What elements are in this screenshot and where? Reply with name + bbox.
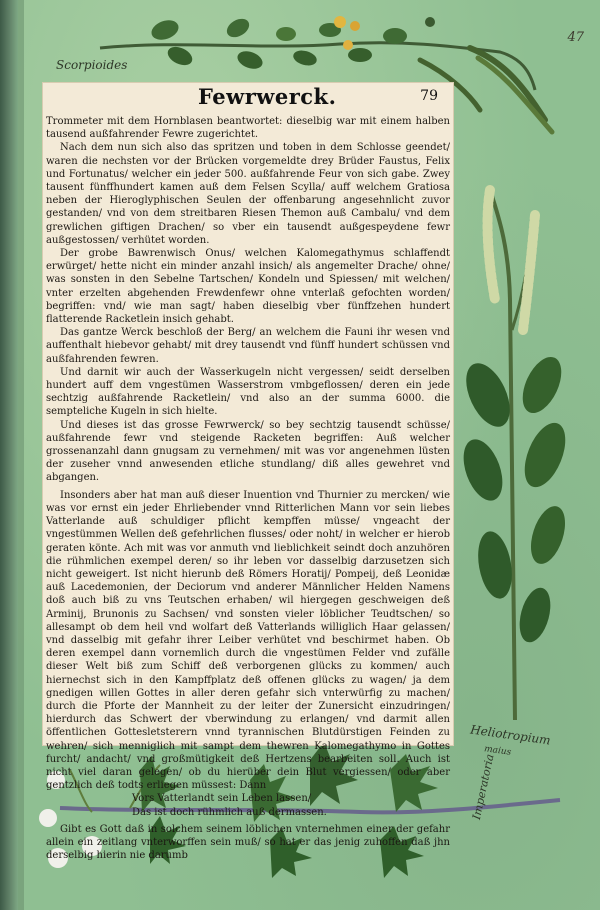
closing-paragraph: Gibt es Gott daß in solchem seinem löblichen vnternehmen einer der gefahr allein ein zeitlang vnterworffen sein muß/ so hat er das jenig zuhoffen daß jhn derselbig hierin nie darumb: [46, 823, 450, 862]
paragraph: Und dieses ist das grosse Fewrwerck/ so bey sechtzig tausendt schüsse/ außfahrende fewr vnd steigende Racketen begriffen: Auß welcher grossenanzahl dann gnugsam zu vernehmen/ mit was vor angenehmen lüsten der zuseher vnnd anwesenden etliche stundlang/ diß alles gewehret vnd abgangen.: [46, 419, 450, 484]
paragraph: Der grobe Bawrenwisch Onus/ welchen Kalomegathymus schlaffendt erwürget/ hette nicht ein minder anzahl insich/ als angemelter Drache/ ohne/ was sonsten in den Sebelne Tartschen/ Kondeln und Spiessen/ mit welchen/ vnter erzelten abgehenden Frewdenfewr ohne vnterlaß gefochten worden/ begriffen: vnd/ wie man sagt/ haben dieselbig vber fünffzehen hundert flatterende Racketlein insich gehabt.: [46, 248, 450, 326]
folio-number: 47: [567, 30, 584, 45]
paragraph: Trommeter mit dem Hornblasen beantwortet: dieselbig war mit einem halben tausend außfahrender Fewre zugerichtet.: [46, 116, 450, 141]
paragraph: Und darnit wir auch der Wasserkugeln nicht vergessen/ seidt derselben hundert auff dem vngestümen Wasserstrom vmbgeflossen/ deren ein jede sechtzig außfahrende Racketlein/ vnd also an der summa 6000. die sempteliche Kugeln in sich hielte.: [46, 366, 450, 418]
heliotropium-illustration: [456, 190, 573, 720]
heliotropium-label: Heliotropium: [469, 722, 552, 748]
paragraph: Nach dem nun sich also das spritzen und toben in dem Schlosse geendet/ waren die nechsten vor der Brücken vorgemeldte drey Brüder Faustus, Felix und Fortunatus/ welcher ein jeder 500. außfahrende Feur von sich gabe. Zwey tausent fünffhundert kamen auß dem Felsen Scylla/ auff welchem Gratiosa neben der Hieroglyphischen Seulen der offenbarung angesehnlicht zuvor gestanden/ vnd von dem streitbaren Riesen Themon auß Cambalu/ vnd dem grewlichen giftigen Drachen/ so vber ein tausendt außgespeydene fewr außgestossen/ verhütet worden.: [46, 142, 450, 246]
paragraph: Das gantze Werck beschloß der Berg/ an welchem die Fauni ihr wesen vnd auffenthalt hiebevor gehabt/ mit drey tausendt vnd fünff hundert schüssen vnd außfahrenden fewren.: [46, 327, 450, 365]
running-title: Fewrwerck.: [198, 84, 337, 109]
scorpioides-label: Scorpioides: [56, 58, 128, 72]
imperatoria-label: Imperatoria: [470, 752, 497, 821]
heliotropium-sub-label: maius: [483, 744, 512, 758]
paragraph: Insonders aber hat man auß dieser Inuention vnd Thurnier zu mercken/ wie was vor ernst ein jeder Ehrliebender vnnd Ritterlichen Mann vor sein liebes Vatterlande auß schuldiger pflicht kempffen müsse/ vngeacht der vngestümmen Wellen deß gefehrlichen flusses/ oder noht/ in welcher er hierob geraten könte. Ach mit was vor anmuth vnd lieblichkeit seindt doch anzuhören die rühmlichen exempel deren/ so ihr leben vor dasselbig darzusetzen sich nicht geweigert. Ist nicht hierunb deß Römers Horatij/ Pompeij, deß Leonidæ auß Lacedemonien, der Deciorum vnd anderer Männlicher Helden Namens doß auch biß zu vns Teutschen erhaben/ wil hiergegen geschweigen deß Arminij, Brunonis zu Sachsen/ vnd sonsten vieler löblicher Teudtschen/ so allesampt ob dem heil vnd wolfart deß Vatterlands williglich Haar gelassen/ vnd dasselbig mit gefahr ihrer Leiber verhütet vnd beschirmet haben. Ob deren exempel dann vornemlich durch die vngestümen Felder vnd zufälle dieser Welt biß zum Schiff deß verborgenen glücks zu kommen/ auch hiernechst sich in den Kampffplatz deß offenen glücks zu wagen/ ja dem gnedigen willen Gottes in aller deren gefahr sich vnterwürfig zu machen/ durch die Pforte der Mannheit zu der leiter der Zunersicht einzudringen/ hierdurch das Schwert der vberwindung zu erlangen/ vnd darmit allen öffentlichen Gottesletsterern vnnd tyrannischen Blutdürstigen Feinden zu wehren/ sich menniglich mit sampt dem thewren Kalomegathymo in Gottes furcht/ andacht/ vnd großmütigkeit deß Hertzens bearbeiten soll. Auch ist nicht viel daran gelegen/ ob du hierüber dein Blut vergiessen/ oder aber gentzlich deß todts erliegen müssest: Dann: [46, 489, 450, 792]
body-text: [46, 115, 450, 862]
verse-line: Das ist doch rühmlich auß dermassen.: [132, 806, 327, 818]
page-number: 79: [420, 88, 438, 104]
page-header: [46, 84, 450, 112]
verse-line: Vors Vatterlandt sein Leben lassen/: [132, 793, 312, 805]
